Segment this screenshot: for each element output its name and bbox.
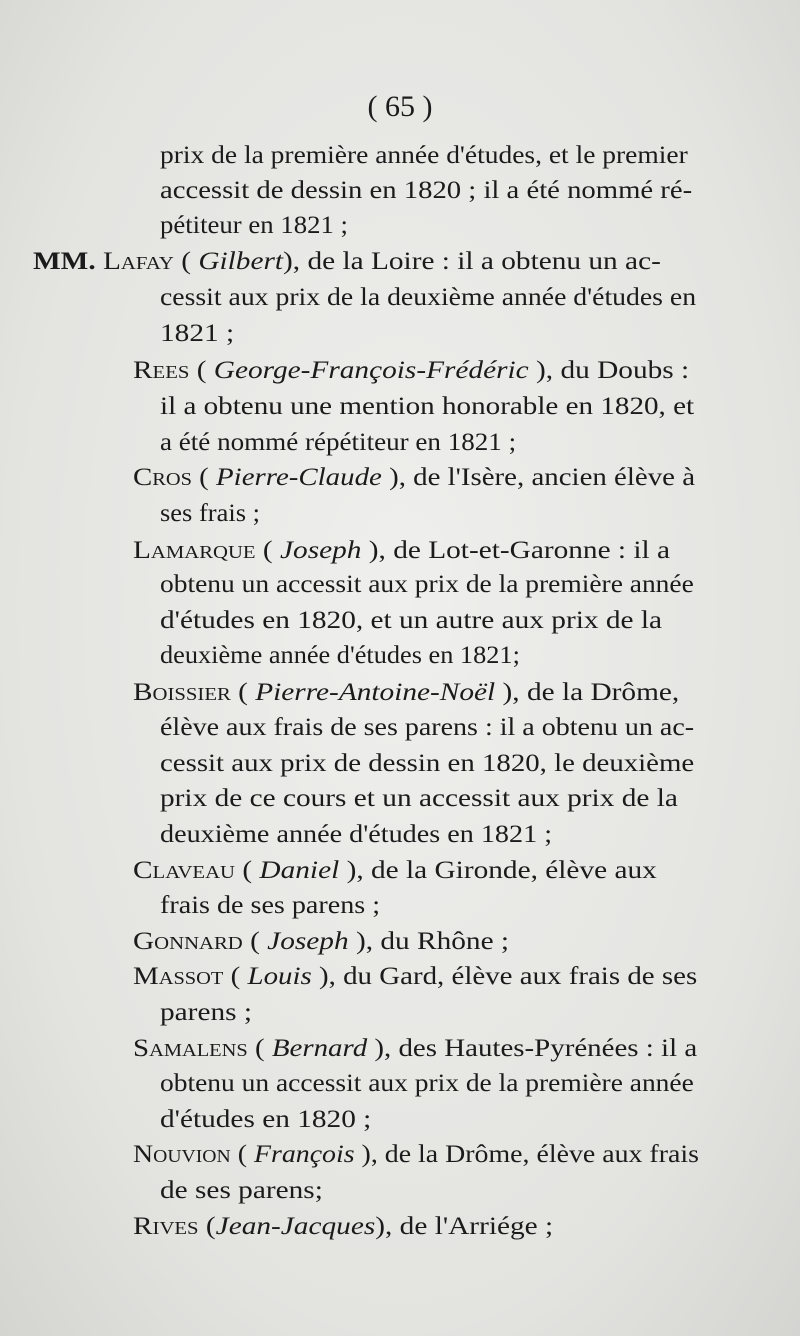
text-run: ( [247,1033,272,1062]
text-run: ), des Hautes-Pyrénées : il a [367,1033,698,1062]
text-run: ), de la Loire : il a obtenu un ac- [283,246,661,275]
text-run: ( [173,246,199,275]
text-run: il a obtenu une mention honorable en 1820, et [160,391,695,420]
text-run: ses frais ; [160,498,260,527]
person-given-names: Joseph [267,926,349,955]
text-line [160,495,260,531]
person-given-names: Joseph [280,535,362,564]
text-run: ( [242,926,268,955]
person-given-names: François [253,1139,355,1168]
text-line [160,566,694,602]
text-line [160,424,516,460]
text-line [133,1030,697,1066]
text-line [160,709,694,745]
text-line [160,745,694,781]
person-surname: Gonnard [133,926,243,955]
text-run: deuxième année d'études en 1821 ; [160,819,553,848]
text-run: ( [191,462,217,491]
person-surname: Nouvion [133,1139,231,1168]
text-run: élève aux frais de ses parens : il a obtenu un ac- [160,712,695,741]
text-line [160,1101,371,1137]
text-line [160,1065,694,1101]
text-run: cessit aux prix de dessin en 1820, le deuxième [160,748,695,777]
person-given-names: Bernard [271,1033,368,1062]
person-given-names: Jean-Jacques [215,1211,376,1240]
person-surname: Claveau [133,855,235,884]
text-line [160,887,380,923]
text-run: obtenu un accessit aux prix de la première année [160,1068,694,1097]
text-line [160,816,552,852]
person-surname: Boissier [133,677,231,706]
text-line [160,637,520,673]
text-line [160,137,688,173]
text-run: ), du Rhône ; [348,926,510,955]
text-line [160,172,692,208]
text-line [160,388,694,424]
person-given-names: Pierre-Claude [216,462,382,491]
person-surname: Cros [133,462,192,491]
text-line [160,1172,323,1208]
text-line [160,315,234,351]
page-number: ( 65 ) [367,90,433,123]
text-line [133,674,679,710]
text-run: d'études en 1820 ; [160,1104,372,1133]
person-surname: Lamarque [133,535,256,564]
text-line [133,1208,553,1244]
text-run: prix de ce cours et un accessit aux prix de la [160,783,678,812]
text-line [160,207,348,243]
person-given-names: Louis [247,961,312,990]
text-run: ), de la Drôme, élève aux frais [354,1139,699,1168]
text-run: a été nommé répétiteur en 1821 ; [160,427,517,456]
text-run: d'études en 1820, et un autre aux prix de la [160,605,663,634]
text-run: ), de Lot-et-Garonne : il a [361,535,671,564]
text-line [160,279,696,315]
text-line [133,459,695,495]
text-run: ), du Gard, élève aux frais de ses [311,961,698,990]
person-given-names: Gilbert [198,246,284,275]
text-run: cessit aux prix de la deuxième année d'études en [160,282,697,311]
person-surname: Lafay [103,246,174,275]
text-run: accessit de dessin en 1820 ; il a été nommé ré- [160,175,693,204]
text-run: de ses parens; [160,1175,323,1204]
text-run: deuxième année d'études en 1821; [160,640,520,669]
text-line [33,243,661,279]
text-run: ), de la Gironde, élève aux [339,855,657,884]
text-line [133,852,657,888]
text-run: obtenu un accessit aux prix de la première année [160,569,694,598]
text-line [133,958,697,994]
text-line [133,1136,699,1172]
text-run: pétiteur en 1821 ; [160,210,348,239]
text-run: parens ; [160,997,253,1026]
person-surname: Massot [133,961,224,990]
text-run: ( [230,677,256,706]
title-abbreviation: MM. [33,246,104,275]
text-run: 1821 ; [160,318,235,347]
person-surname: Samalens [133,1033,248,1062]
text-run: prix de la première année d'études, et le premier [160,140,688,169]
text-run: ( [255,535,281,564]
text-run: ( [198,1211,216,1240]
text-line [160,780,678,816]
text-line [160,602,662,638]
text-line [133,532,670,568]
person-given-names: George-François-Frédéric [213,355,529,384]
person-given-names: Pierre-Antoine-Noël [255,677,496,706]
person-surname: Rees [133,355,190,384]
text-line [160,994,252,1030]
text-run: ), de l'Arriége ; [375,1211,554,1240]
person-given-names: Daniel [259,855,340,884]
text-run: ), du Doubs : [528,355,690,384]
text-line [133,923,509,959]
text-run: frais de ses parens ; [160,890,381,919]
text-run: ( [223,961,248,990]
text-run: ), de l'Isère, ancien élève à [381,462,696,491]
text-run: ( [234,855,260,884]
text-line [133,352,689,388]
text-run: ), de la Drôme, [495,677,680,706]
text-run: ( [189,355,214,384]
person-surname: Rives [133,1211,199,1240]
text-run: ( [230,1139,254,1168]
